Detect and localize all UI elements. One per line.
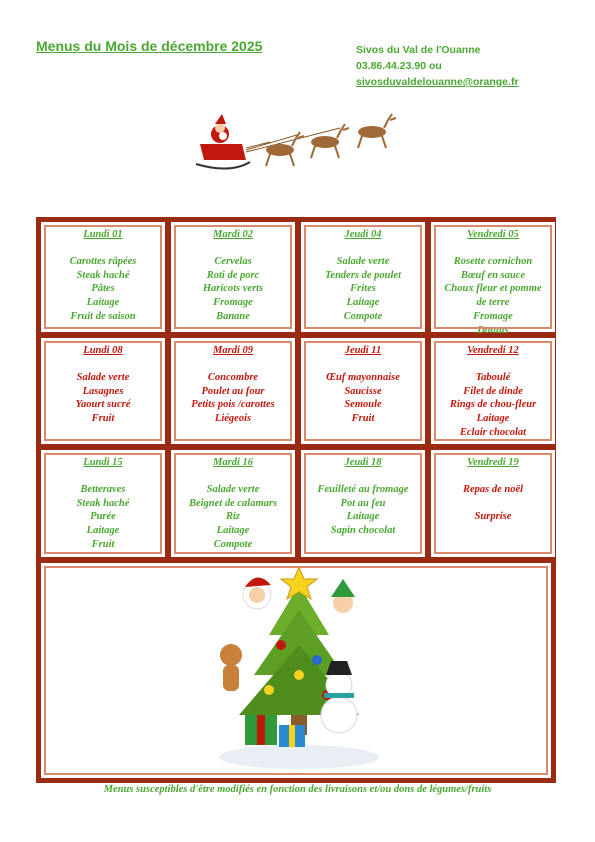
menu-item: Carottes râpées (69, 255, 137, 267)
menu-day-cell (40, 337, 166, 445)
menu-item: Cervelas (214, 255, 252, 267)
menu-day-heading: Lundi 08 (83, 345, 123, 356)
menu-day-cell (300, 221, 426, 333)
menu-item: Donuts (477, 324, 509, 336)
menu-item: Taboulé (475, 371, 511, 383)
menu-item: Steak haché (76, 497, 130, 509)
menu-item: Laitage (346, 297, 380, 309)
menu-day-cell (170, 337, 296, 445)
menu-item: Laitage (216, 525, 250, 537)
menu-item: Pot au feu (340, 497, 386, 509)
menu-item: Sapin chocolat (330, 525, 396, 537)
menu-day-cell (170, 449, 296, 558)
menu-day-heading: Jeudi 18 (344, 457, 382, 468)
menu-day-cell (430, 337, 556, 445)
menu-item: Fruit (351, 413, 375, 425)
menu-item: Yaourt sucré (75, 399, 131, 411)
menu-day-cell (170, 221, 296, 333)
phone-number: 03.86.44.23.90 ou (356, 60, 442, 72)
menu-item: Purée (90, 511, 116, 523)
menu-day-cell (300, 337, 426, 445)
menu-day-cell (40, 449, 166, 558)
menu-item: Surprise (474, 511, 512, 523)
menu-item: Poulet au four (201, 385, 265, 397)
menu-item: Rings de chou-fleur (449, 399, 537, 411)
menu-item: Petits pois /carottes (191, 399, 275, 411)
menu-item: Œuf mayonnaise (326, 371, 400, 383)
menu-item: Haricots verts (202, 283, 264, 295)
menu-item: Fromage (213, 297, 253, 309)
menu-item: Tenders de poulet (324, 269, 402, 281)
menu-day-heading: Lundi 01 (83, 229, 123, 240)
menu-grid (36, 217, 556, 783)
menu-item: Liégeois (214, 413, 252, 425)
menu-item: Concombre (207, 371, 259, 383)
menu-item: Beignet de calamars (188, 497, 278, 509)
menu-item: Laitage (86, 525, 120, 537)
page-title: Menus du Mois de décembre 2025 (36, 38, 263, 54)
menu-day-heading: Jeudi 04 (344, 229, 382, 240)
menu-day-cell (40, 221, 166, 333)
menu-item: Salade verte (76, 371, 130, 383)
menu-item: Fromage (473, 310, 513, 322)
menu-item: Riz (225, 511, 240, 523)
menu-item: Banane (216, 310, 250, 322)
email-link[interactable]: sivosduvaldelouanne@orange.fr (356, 76, 519, 88)
menu-item: Lasagnes (82, 385, 124, 397)
menu-item: Semoule (344, 399, 382, 411)
menu-item: Filet de dinde (463, 385, 523, 397)
menu-item: Repas de noël (462, 483, 524, 495)
menu-item: Eclair chocolat (459, 426, 527, 438)
menu-item: Laitage (86, 297, 120, 309)
menu-day-cell (430, 221, 556, 336)
menu-item: Feuilleté au fromage (317, 483, 409, 495)
contact-block (356, 42, 519, 90)
christmas-illustration-cell (40, 562, 552, 779)
menu-item: Laitage (476, 413, 510, 425)
menu-day-heading: Mardi 09 (213, 345, 253, 356)
menu-item: Frites (350, 283, 376, 295)
menu-day-heading: Mardi 16 (213, 457, 253, 468)
menu-item: Salade verte (336, 255, 390, 267)
menu-item: Laitage (346, 511, 380, 523)
menu-item: Betteraves (80, 483, 126, 495)
menu-item (431, 497, 555, 511)
menu-item: de terre (476, 297, 510, 309)
menu-item: Salade verte (206, 483, 260, 495)
menu-item: Rosette cornichon (453, 255, 533, 267)
menu-item: Roti de porc (206, 269, 260, 281)
menu-day-heading: Vendredi 05 (467, 229, 519, 240)
menu-item: Fruit (91, 413, 115, 425)
menu-item: Compote (213, 538, 253, 550)
menu-day-heading: Vendredi 12 (467, 345, 519, 356)
menu-day-heading: Vendredi 19 (467, 457, 519, 468)
menu-item: Pâtes (91, 283, 115, 295)
footer-note: Menus susceptibles d'être modifiés en fonction des livraisons et/ou dons de légumes/fruits (103, 784, 492, 795)
menu-item: Bœuf en sauce (460, 269, 526, 281)
menu-day-cell (300, 449, 426, 558)
org-name: Sivos du Val de l'Ouanne (356, 44, 481, 56)
menu-item: Choux fleur et pomme (444, 283, 542, 295)
menu-day-heading: Mardi 02 (213, 229, 253, 240)
santa-sleigh-illustration (190, 104, 410, 180)
menu-day-heading: Lundi 15 (83, 457, 123, 468)
menu-item: Fruit de saison (70, 310, 136, 322)
menu-day-cell (430, 449, 556, 558)
christmas-tree-illustration (209, 565, 389, 775)
menu-item: Compote (343, 310, 383, 322)
menu-item: Saucisse (344, 385, 382, 397)
menu-item: Steak haché (76, 269, 130, 281)
menu-item: Fruit (91, 538, 115, 550)
menu-day-heading: Jeudi 11 (344, 345, 382, 356)
